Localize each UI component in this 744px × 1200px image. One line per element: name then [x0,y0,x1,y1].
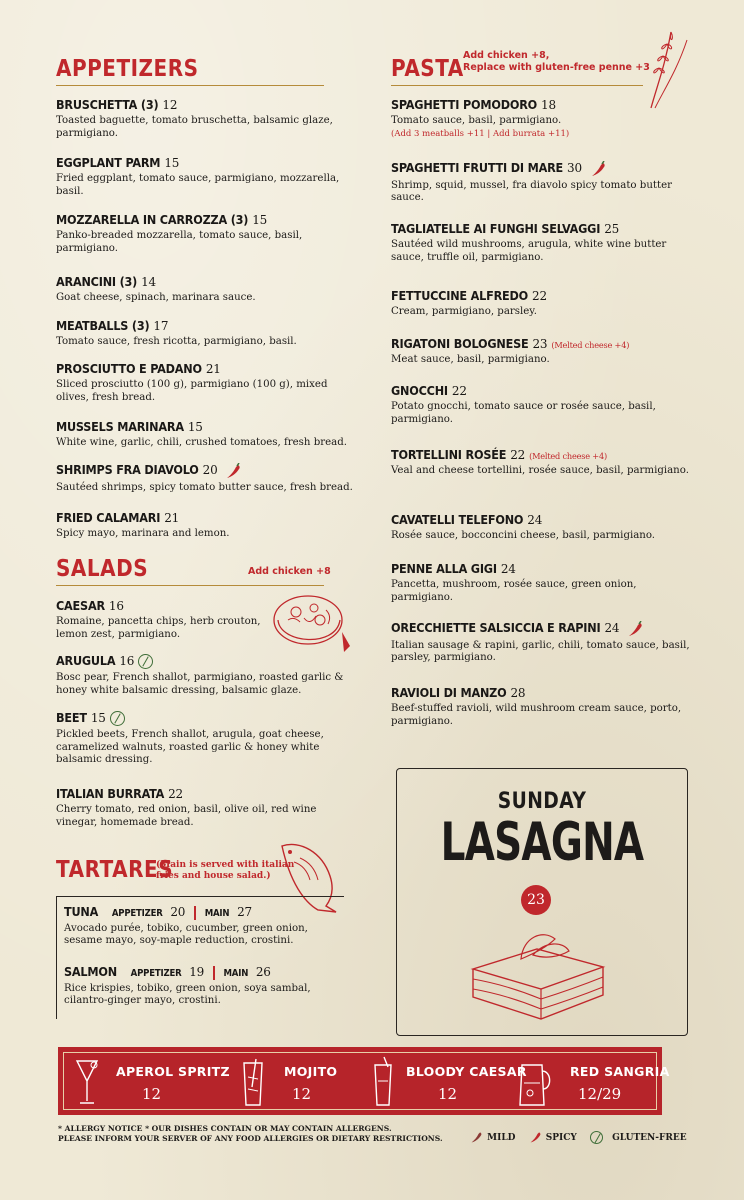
menu-item: BEET 15 Pickled beets, French shallot, arugula, goat cheese, caramelized walnuts, roasted garlic & honey white balsamic dressing. [56,710,324,765]
menu-item: GNOCCHI 22 Potato gnocchi, tomato sauce or rosée sauce, basil, parmigiano. [391,383,656,425]
legend-spicy: SPICY [545,1132,577,1143]
menu-item: BRUSCHETTA (3) 12 Toasted baguette, tomato bruschetta, balsamic glaze, parmigiano. [56,97,333,139]
menu-item: PROSCIUTTO E PADANO 21 Sliced prosciutto (100 g), parmigiano (100 g), mixed olives, fresh bread. [56,361,328,403]
pasta-rule [391,85,643,86]
menu-item: SPAGHETTI POMODORO 18 Tomato sauce, basil, parmigiano. (Add 3 meatballs +11 | Add burrata +11) [391,97,570,139]
salads-title: SALADS [56,554,149,582]
salads-note: Add chicken +8 [248,566,331,577]
sunday-lasagna-panel [396,768,688,1036]
menu-item: RAVIOLI DI MANZO 28 Beef-stuffed ravioli, wild mushroom cream sauce, porto, parmigiano. [391,685,682,727]
drinks-bar [58,1047,670,1115]
drink-item: RED SANGRIA 12/29 [510,1049,660,1117]
drink-item: APEROL SPRITZ 12 [60,1049,210,1117]
drink-item: MOJITO 12 [236,1049,366,1117]
menu-item: MOZZARELLA IN CARROZZA (3) 15 Panko-breaded mozzarella, tomato sauce, basil, parmigiano. [56,212,303,254]
menu-item: RIGATONI BOLOGNESE 23 (Melted cheese +4) Meat sauce, basil, parmigiano. [391,336,630,365]
special-line2: LASAGNA [440,811,644,873]
gluten-free-icon [590,1131,603,1144]
chili-pepper-icon [590,161,608,177]
menu-item: SHRIMPS FRA DIAVOLO 20 Sautéed shrimps, spicy tomato butter sauce, fresh bread. [56,462,353,493]
menu-item: CAVATELLI TELEFONO 24 Rosée sauce, bocconcini cheese, basil, parmigiano. [391,512,656,541]
menu-item: MEATBALLS (3) 17 Tomato sauce, fresh ricotta, parmigiano, basil. [56,318,297,347]
gluten-free-icon [110,711,125,726]
chili-pepper-icon [627,621,645,637]
menu-item: PENNE ALLA GIGI 24 Pancetta, mushroom, rosée sauce, green onion, parmigiano. [391,561,637,603]
special-price-badge: 23 [521,885,551,915]
sangria-pitcher-icon [516,1055,556,1109]
appetizers-title: APPETIZERS [56,54,199,82]
allergy-notice: * ALLERGY NOTICE * OUR DISHES CONTAIN OR MAY CONTAIN ALLERGENS. PLEASE INFORM YOUR SERVER OF ANY FOOD ALLERGIES OR DIETARY RESTRICTIONS. [58,1124,443,1143]
pasta-title: PASTA [391,54,464,82]
gluten-free-icon [138,654,153,669]
menu-item: FETTUCCINE ALFREDO 22 Cream, parmigiano, parsley. [391,288,547,317]
pasta-note: Add chicken +8, Replace with gluten-free penne +3 [463,50,650,73]
cocktail-glass-icon [74,1057,100,1109]
menu-item: EGGPLANT PARM 15 Fried eggplant, tomato sauce, parmigiano, mozzarella, basil. [56,155,340,197]
menu-item: SPAGHETTI FRUTTI DI MARE 30 Shrimp, squid, mussel, fra diavolo spicy tomato butter sauce. [391,160,672,203]
special-line1: SUNDAY [497,789,587,814]
salads-rule [56,585,324,586]
legend [466,1130,693,1144]
chili-pepper-icon [225,463,243,479]
menu-item: ORECCHIETTE SALSICCIA E RAPINI 24 Italian sausage & rapini, garlic, chili, tomato sauce, basil, parsley, parmigiano. [391,620,690,663]
menu-item: ITALIAN BURRATA 22 Cherry tomato, red onion, basil, olive oil, red wine vinegar, homemade bread. [56,786,317,828]
mojito-glass-icon [240,1057,266,1109]
tartares-title: TARTARES [56,855,174,883]
menu-item: ARUGULA 16 Bosc pear, French shallot, parmigiano, roasted garlic & honey white balsamic dressing, balsamic glaze. [56,653,344,696]
lasagna-illustration [463,919,613,1023]
legend-mild: MILD [487,1132,516,1143]
appetizers-rule [56,85,324,86]
mild-chili-icon [470,1130,484,1144]
menu-item: MUSSELS MARINARA 15 White wine, garlic, chili, crushed tomatoes, fresh bread. [56,419,347,448]
spicy-chili-icon [529,1130,543,1144]
menu-item: TUNA APPETIZER 20 MAIN 27 Avocado purée, tobiko, cucumber, green onion, sesame mayo, soy-maple reduction, crostini. [64,904,308,946]
menu-item: TORTELLINI ROSÉE 22 (Melted cheese +4) Veal and cheese tortellini, rosée sauce, basil, parmigiano. [391,447,689,476]
bloody-caesar-glass-icon [370,1055,396,1109]
legend-gluten-free: GLUTEN-FREE [612,1132,687,1143]
tartares-note: (Main is served with italian fries and house salad.) [156,860,295,881]
menu-item: FRIED CALAMARI 21 Spicy mayo, marinara and lemon. [56,510,230,539]
drink-item: BLOODY CAESAR 12 [370,1049,510,1117]
salad-bowl-illustration [270,590,360,660]
menu-item: CAESAR 16 Romaine, pancetta chips, herb crouton, lemon zest, parmigiano. [56,598,261,640]
menu-item: SALMON APPETIZER 19 MAIN 26 Rice krispies, tobiko, green onion, soya sambal, cilantro-ginger mayo, crostini. [64,964,311,1006]
menu-item: TAGLIATELLE AI FUNGHI SELVAGGI 25 Sautéed wild mushrooms, arugula, white wine butter sauce, truffle oil, parmigiano. [391,221,667,263]
menu-item: ARANCINI (3) 14 Goat cheese, spinach, marinara sauce. [56,274,256,303]
